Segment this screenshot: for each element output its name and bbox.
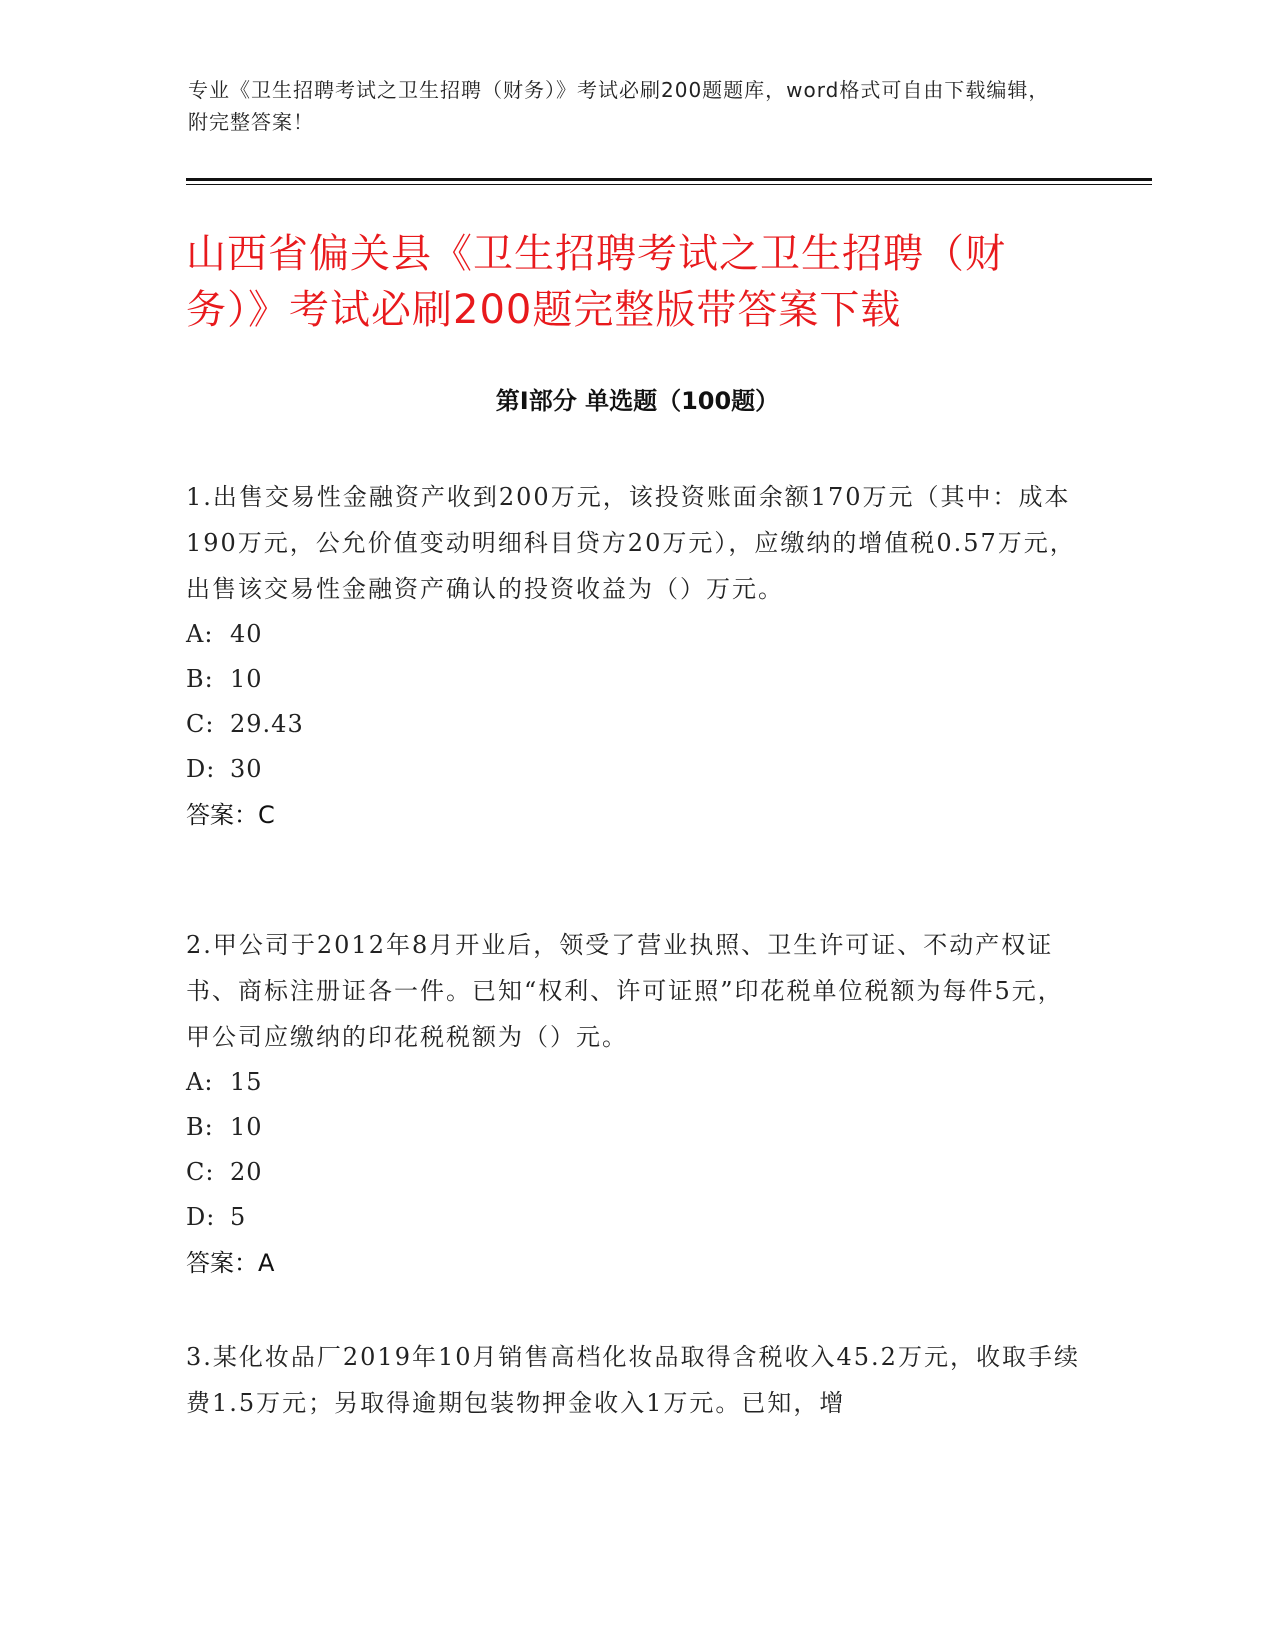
option-value: 20 <box>230 1158 263 1186</box>
option-a <box>186 612 1086 657</box>
question-1 <box>186 474 1086 838</box>
option-value: 10 <box>230 1113 263 1141</box>
option-key: C: <box>186 710 215 738</box>
option-key: D: <box>186 755 216 783</box>
option-value: 10 <box>230 665 263 693</box>
option-b <box>186 1105 1086 1150</box>
question-2 <box>186 922 1086 1286</box>
option-a <box>186 1060 1086 1105</box>
option-d <box>186 747 1086 792</box>
question-stem: 3.某化妆品厂2019年10月销售高档化妆品取得含税收入45.2万元，收取手续费1.5万元；另取得逾期包装物押金收入1万元。已知，增 <box>186 1343 1080 1417</box>
option-c <box>186 702 1086 747</box>
document-title: 山西省偏关县《卫生招聘考试之卫生招聘（财务）》考试必刷200题完整版带答案下载 <box>186 231 1006 333</box>
option-value: 30 <box>230 755 263 783</box>
option-key: B: <box>186 1113 214 1141</box>
question-3 <box>186 1334 1086 1426</box>
option-value: 5 <box>230 1203 247 1231</box>
option-value: 29.43 <box>230 710 304 738</box>
question-stem: 1.出售交易性金融资产收到200万元，该投资账面余额170万元（其中：成本190万元，公允价值变动明细科目贷方20万元），应缴纳的增值税0.57万元，出售该交易性金融资产确认的投资收益为（）万元。 <box>186 483 1076 603</box>
option-key: D: <box>186 1203 216 1231</box>
option-c <box>186 1150 1086 1195</box>
option-d <box>186 1195 1086 1240</box>
option-key: A: <box>186 620 214 648</box>
answer-line: 答案：C <box>186 801 275 829</box>
option-key: B: <box>186 665 214 693</box>
header-divider-thick <box>186 178 1152 181</box>
option-b <box>186 657 1086 702</box>
option-key: C: <box>186 1158 215 1186</box>
header-note: 专业《卫生招聘考试之卫生招聘（财务）》考试必刷200题题库，word格式可自由下载编辑，附完整答案！ <box>188 78 1050 134</box>
option-key: A: <box>186 1068 214 1096</box>
option-value: 15 <box>230 1068 263 1096</box>
question-stem: 2.甲公司于2012年8月开业后，领受了营业执照、卫生许可证、不动产权证书、商标注册证各一件。已知“权利、许可证照”印花税单位税额为每件5元，甲公司应缴纳的印花税税额为（）元。 <box>186 931 1064 1051</box>
option-value: 40 <box>230 620 263 648</box>
header-divider-thin <box>186 184 1152 185</box>
section-title: 第Ⅰ部分 单选题（100题） <box>495 387 780 415</box>
answer-line: 答案：A <box>186 1249 275 1277</box>
